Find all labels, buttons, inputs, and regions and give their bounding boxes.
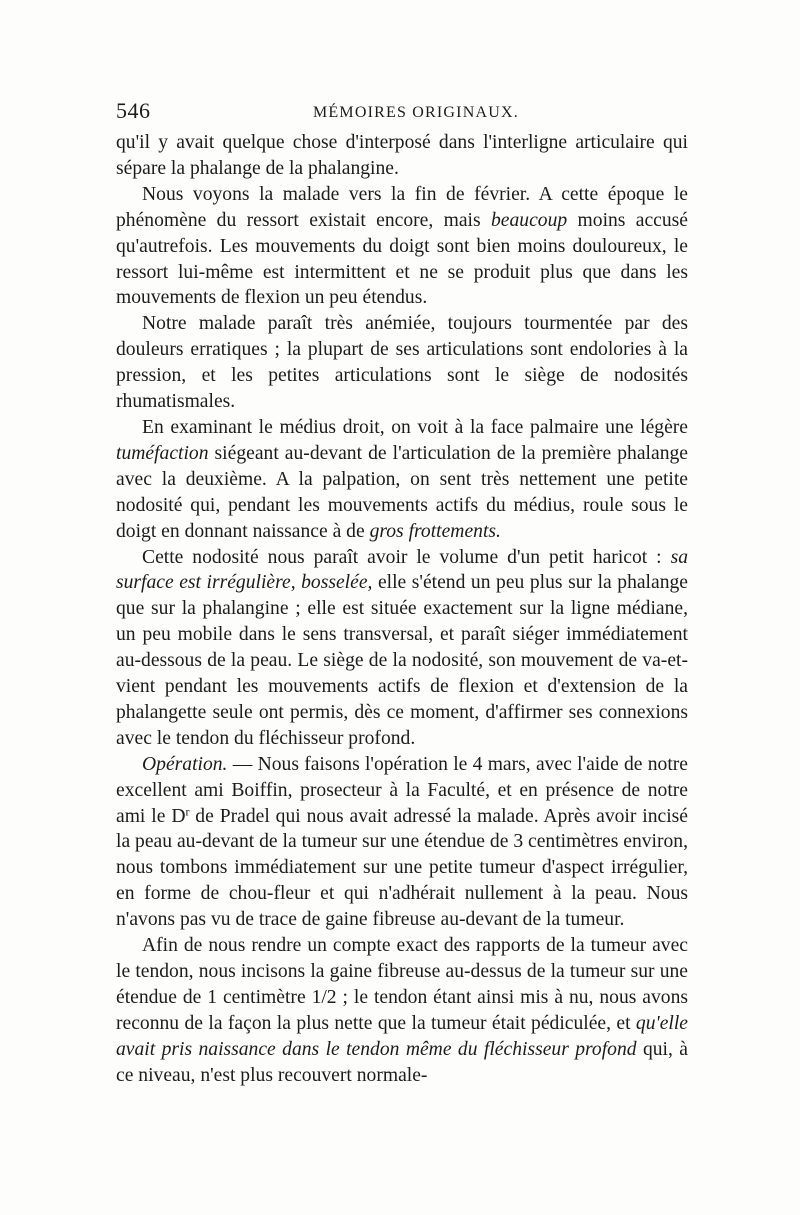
text-run: moins accusé qu'autrefois. Les mouvements du doigt sont bien moins douloureux, le ressort lui-même est intermittent et ne se produit plus que dans les mouvements de flexion un peu étendus. <box>116 209 688 309</box>
italic-text: qu'elle avait pris naissance dans le tendon même du fléchisseur profond <box>116 1012 688 1060</box>
text-run: Afin de nous rendre un compte exact des rapports de la tumeur avec le tendon, nous incisons la gaine fibreuse au-dessus de la tumeur sur une étendue de 1 centimètre 1/2 ; le tendon étant ainsi mis à nu, nous avons reconnu de la façon la plus nette que la tumeur était pédiculée, et <box>116 935 688 1034</box>
text-run: — Nous faisons l'opération le 4 mars, avec l'aide de notre excellent ami Boiffin, prosecteur à la Faculté, et en présence de notre ami le D <box>116 753 688 827</box>
body-text <box>116 130 688 1089</box>
italic-text: sa surface est irrégulière, bosselée, <box>116 546 688 594</box>
running-title: MÉMOIRES ORIGINAUX. <box>313 104 519 121</box>
paragraph <box>116 130 688 182</box>
text-run: siégeant au-devant de l'articulation de la première phalange avec la deuxième. A la palpation, on sent très nettement une petite nodosité qui, pendant les mouvements actifs du médius, roule sous le doigt en donnant naissance à de <box>116 442 688 542</box>
italic-text: beaucoup <box>490 209 568 231</box>
text-run: En examinant le médius droit, on voit à la face palmaire une légère <box>142 416 688 438</box>
text-run: Nous voyons la malade vers la fin de février. A cette époque le phénomène du ressort existait encore, mais <box>116 183 688 231</box>
text-run: qui, à ce niveau, n'est plus recouvert normale- <box>116 1038 688 1086</box>
paragraph <box>116 545 688 752</box>
paragraph <box>116 182 688 312</box>
text-run: de Pradel qui nous avait adressé la malade. Après avoir incisé la peau au-devant de la tumeur sur une étendue de 3 centimètres environ, nous tombons immédiatement sur une petite tumeur d'aspect irrégulier, en forme de chou-fleur et qui n'adhérait nullement à la peau. Nous n'avons pas vu de trace de gaine fibreuse au-devant de la tumeur. <box>116 805 688 931</box>
italic-text: gros frottements. <box>369 520 501 542</box>
page-number: 546 <box>116 98 151 123</box>
text-run: elle s'étend un peu plus sur la phalange que sur la phalangine ; elle est située exactement sur la ligne médiane, un peu mobile dans le sens transversal, et paraît siéger immédiatement au-dessous de la peau. Le siège de la nodosité, son mouvement de va-et-vient pendant les mouvements actifs de flexion et d'extension de la phalangette seule ont permis, dès ce moment, d'affirmer ses connexions avec le tendon du fléchisseur profond. <box>116 572 688 749</box>
text-run: qu'il y avait quelque chose d'interposé dans l'interligne articulaire qui sépare la phalange de la phalangine. <box>116 132 688 179</box>
italic-text: Opération. <box>142 753 228 775</box>
running-header <box>116 98 688 128</box>
text-run: Notre malade paraît très anémiée, toujours tourmentée par des douleurs erratiques ; la plupart de ses articulations sont endolories à la pression, et les petites articulations sont le siège de nodosités rhumatismales. <box>116 313 688 413</box>
superscript-text: r <box>185 805 190 819</box>
paragraph <box>116 933 688 1088</box>
paragraph <box>116 311 688 415</box>
paragraph <box>116 752 688 933</box>
text-run: Cette nodosité nous paraît avoir le volume d'un petit haricot : <box>142 546 671 568</box>
italic-text: tuméfaction <box>116 442 209 464</box>
paragraph <box>116 415 688 545</box>
